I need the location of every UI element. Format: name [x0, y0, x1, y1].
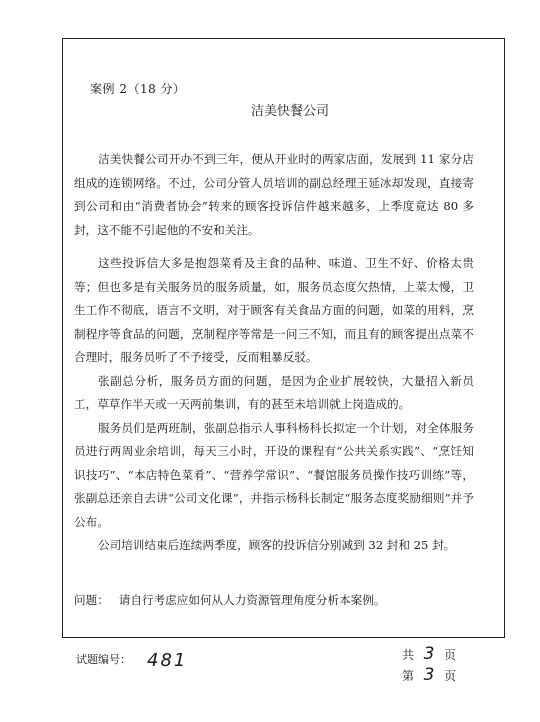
current-page-suffix: 页	[444, 669, 457, 683]
page-count	[402, 644, 456, 686]
total-pages-value: 3	[423, 644, 435, 664]
case-body	[74, 148, 474, 558]
paragraph-2: 这些投诉信大多是抱怨菜肴及主食的品种、味道、卫生不好、价格太贵等；但也多是有关服务员的服务质量，如，服务员态度欠热情，上菜太慢，卫生工作不彻底，语言不文明，对于顾客有关食品方面的问题，如菜的用料，烹制程序等食品的问题，烹制程序等常是一问三不知，而且有的顾客提出点菜不合理时，服务员听了不予接受，反而粗暴反驳。	[74, 256, 474, 364]
total-pages-prefix: 共	[402, 648, 415, 662]
paragraph-1: 洁美快餐公司开办不到三年，便从开业时的两家店面，发展到 11 家分店组成的连锁网络。不过，公司分管人员培训的副总经理王延冰却发现，直接寄到公司和由“消费者协会”转来的顾客投诉信件越来越多，上季度竟达 80 多封，这不能不引起他的不安和关注。	[74, 152, 474, 237]
paragraph-3: 张副总分析，服务员方面的问题，是因为企业扩展较快，大量招入新员工，草草作半天或一天两前集训，有的甚至未培训就上岗造成的。	[74, 373, 474, 411]
exam-code-label: 试题编号：	[76, 653, 131, 666]
question-label: 问题：	[74, 593, 109, 607]
current-page-row	[402, 665, 456, 686]
exam-code	[76, 647, 188, 671]
paragraph-5: 公司培训结束后连续两季度，顾客的投诉信分别减到 32 封和 25 封。	[98, 538, 456, 552]
company-title: 洁美快餐公司	[250, 104, 329, 119]
question-text: 请自行考虑应如何从人力资源管理角度分析本案例。	[118, 593, 386, 607]
total-pages-row	[402, 644, 456, 665]
case-heading: 案例 2（18 分）	[90, 82, 186, 96]
exam-code-value: 481	[147, 650, 188, 671]
current-page-value: 3	[423, 665, 435, 685]
question	[74, 592, 494, 608]
paragraph-4: 服务员们是两班制，张副总指示人事科杨科长拟定一个计划，对全体服务员进行两周业余培训，每天三小时，开设的课程有“公共关系实践”、“烹饪知识技巧”、“本店特色菜肴”、“营养学常识”、“餐馆服务员操作技巧训练”等，张副总还亲自去讲“公司文化课”，并指示杨科长制定“服务态度奖励细则”并予公布。	[74, 420, 474, 529]
total-pages-suffix: 页	[444, 648, 457, 662]
current-page-prefix: 第	[402, 669, 415, 683]
